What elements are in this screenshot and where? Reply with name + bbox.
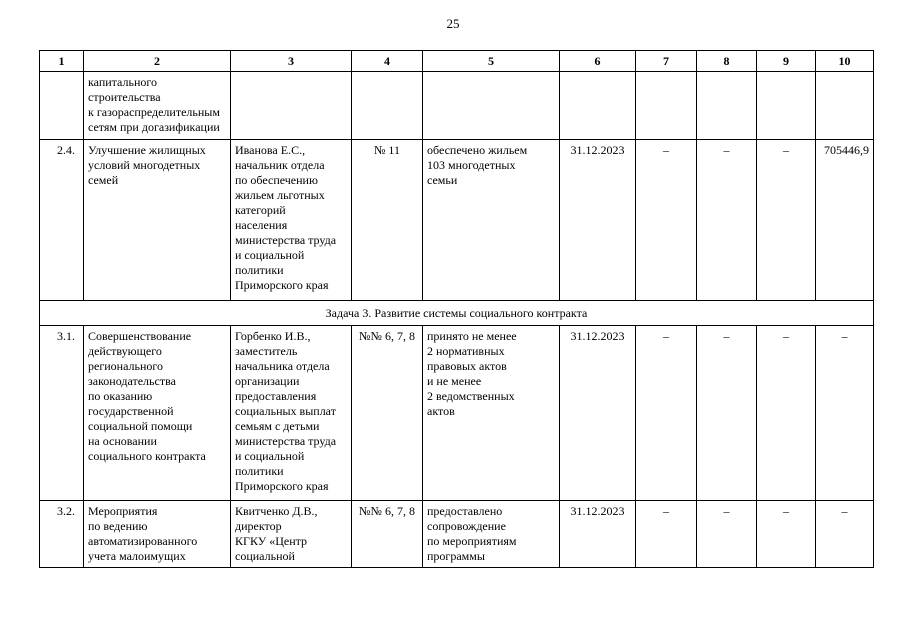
cell-col7: –	[636, 326, 697, 501]
indicator-ref: № 11	[352, 140, 423, 301]
cell-col8: –	[697, 326, 757, 501]
responsible-person	[231, 72, 352, 140]
item-number: 3.2.	[40, 501, 84, 568]
column-header: 5	[423, 51, 560, 72]
deadline: 31.12.2023	[560, 326, 636, 501]
column-header: 4	[352, 51, 423, 72]
column-header: 7	[636, 51, 697, 72]
cell-col10: –	[816, 501, 874, 568]
item-number: 3.1.	[40, 326, 84, 501]
responsible-person: Горбенко И.В., заместитель начальника отдела организации предоставления социальных выплат семьям с детьми министерства труда и социальной политики Приморского края	[231, 326, 352, 501]
indicator-ref: №№ 6, 7, 8	[352, 501, 423, 568]
table-row	[40, 140, 874, 301]
cell-col10: 705446,9	[816, 140, 874, 301]
item-number	[40, 72, 84, 140]
cell-col9	[757, 72, 816, 140]
cell-col7: –	[636, 140, 697, 301]
responsible-person: Иванова Е.С., начальник отдела по обеспечению жильем льготных категорий населения министерства труда и социальной политики Приморского края	[231, 140, 352, 301]
cell-col8: –	[697, 140, 757, 301]
column-number-row	[40, 51, 874, 72]
indicator-ref	[352, 72, 423, 140]
item-name: Мероприятия по ведению автоматизированного учета малоимущих	[84, 501, 231, 568]
column-header: 6	[560, 51, 636, 72]
expected-result	[423, 72, 560, 140]
program-table	[39, 50, 874, 568]
cell-col10	[816, 72, 874, 140]
item-name: Улучшение жилищных условий многодетных семей	[84, 140, 231, 301]
cell-col7: –	[636, 501, 697, 568]
column-header: 8	[697, 51, 757, 72]
column-header: 10	[816, 51, 874, 72]
indicator-ref: №№ 6, 7, 8	[352, 326, 423, 501]
page-number: 25	[446, 16, 460, 31]
cell-col9: –	[757, 501, 816, 568]
item-name: Совершенствование действующего регионального законодательства по оказанию государственной социальной помощи на основании социального контракта	[84, 326, 231, 501]
task-heading: Задача 3. Развитие системы социального контракта	[40, 301, 874, 326]
deadline: 31.12.2023	[560, 501, 636, 568]
deadline: 31.12.2023	[560, 140, 636, 301]
column-header: 9	[757, 51, 816, 72]
column-header: 2	[84, 51, 231, 72]
cell-col8	[697, 72, 757, 140]
column-header: 1	[40, 51, 84, 72]
table-row	[40, 326, 874, 501]
cell-col9: –	[757, 140, 816, 301]
expected-result: предоставлено сопровождение по мероприятиям программы	[423, 501, 560, 568]
cell-col9: –	[757, 326, 816, 501]
cell-col8: –	[697, 501, 757, 568]
table-row	[40, 501, 874, 568]
task-row	[40, 301, 874, 326]
expected-result: принято не менее 2 нормативных правовых актов и не менее 2 ведомственных актов	[423, 326, 560, 501]
deadline	[560, 72, 636, 140]
table-row	[40, 72, 874, 140]
responsible-person: Квитченко Д.В., директор КГКУ «Центр социальной	[231, 501, 352, 568]
item-name: капитального строительства к газораспределительным сетям при догазификации	[84, 72, 231, 140]
expected-result: обеспечено жильем 103 многодетных семьи	[423, 140, 560, 301]
item-number: 2.4.	[40, 140, 84, 301]
cell-col10: –	[816, 326, 874, 501]
column-header: 3	[231, 51, 352, 72]
cell-col7	[636, 72, 697, 140]
